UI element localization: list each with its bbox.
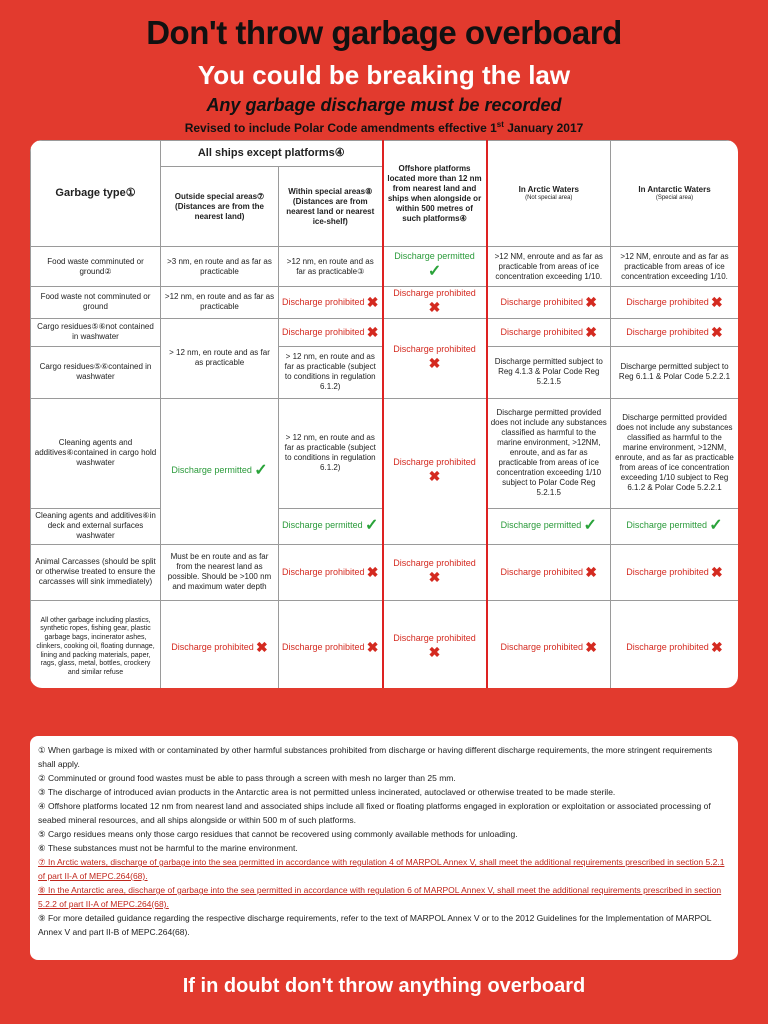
col-antarctic: [611, 141, 738, 247]
prohibited-label: Discharge prohibited: [282, 641, 365, 652]
cross-icon: ✖: [585, 563, 598, 580]
table-row: [31, 600, 739, 688]
permitted-label: Discharge permitted: [394, 250, 475, 261]
cross-icon: ✖: [428, 644, 441, 661]
footnote: ② Comminuted or ground food wastes must be able to pass through a screen with mesh no larger than 25 mm.: [38, 773, 456, 783]
cell-permitted: [161, 398, 279, 544]
prohibited-label: Discharge prohibited: [500, 296, 584, 307]
poster-subtitle: You could be breaking the law: [197, 60, 571, 90]
cell-prohibited: [279, 544, 383, 600]
cross-icon: ✖: [366, 293, 379, 310]
permitted-label: Discharge permitted: [282, 520, 363, 531]
col-antarctic-title: In Antarctic Waters: [638, 184, 711, 194]
prohibited-label: Discharge prohibited: [393, 343, 476, 354]
prohibited-label: Discharge prohibited: [500, 566, 584, 577]
revision-notice: [0, 120, 768, 135]
cell-value: > 12 nm, en route and as far as practicable: [161, 318, 279, 398]
permitted-label: Discharge permitted: [500, 520, 582, 531]
col-outside-special: Outside special areas⑦ (Distances are from the nearest land): [161, 167, 279, 247]
cell-prohibited: [161, 600, 279, 688]
cell-prohibited: [487, 600, 611, 688]
cell-value: >12 NM, enroute and as far as practicable from areas of ice concentration exceeding 1/10.: [487, 247, 611, 287]
cross-icon: ✖: [428, 299, 441, 316]
prohibited-label: Discharge prohibited: [282, 566, 365, 577]
prohibited-label: Discharge prohibited: [626, 296, 709, 307]
poster-title: Don't throw garbage overboard: [146, 14, 622, 51]
col-arctic-sub: (Not special area): [525, 194, 573, 201]
cross-icon: ✖: [585, 638, 598, 655]
cell-prohibited: [611, 287, 738, 319]
row-label: All other garbage including plastics, synthetic ropes, fishing gear, plastic garbage bags, incinerator ashes, clinkers, cooking oil, floating dunnage, lining and packing materials, paper, rags, glass, metal, bottles, crockery and similar refuse: [31, 600, 161, 688]
cell-prohibited: [611, 600, 738, 688]
prohibited-label: Discharge prohibited: [393, 456, 476, 467]
cell-permitted: [383, 247, 487, 287]
cell-value: Discharge permitted provided does not include any substances classified as harmful to the marine environment, >12NM, enroute, and as far as practicable from areas of ice concentration exceeding 1/10 subject to Reg 6.1.2 & Polar Code 5.2.2.1: [611, 398, 738, 508]
cell-prohibited: [279, 318, 383, 346]
col-arctic: [487, 141, 611, 247]
revision-suffix: January 2017: [503, 121, 584, 135]
cross-icon: ✖: [256, 638, 268, 655]
cell-permitted: [279, 508, 383, 544]
recorded-notice: Any garbage discharge must be recorded: [206, 95, 562, 115]
cell-prohibited: [279, 287, 383, 319]
cross-icon: ✖: [428, 355, 441, 372]
cross-icon: ✖: [366, 638, 379, 655]
cell-value: Must be en route and as far from the nearest land as possible. Should be >100 nm and maximum water depth: [161, 544, 279, 600]
cell-permitted: [487, 508, 611, 544]
prohibited-label: Discharge prohibited: [500, 641, 584, 652]
footnotes-panel: [30, 736, 738, 960]
cross-icon: ✖: [428, 468, 441, 485]
cross-icon: ✖: [366, 323, 379, 340]
revision-prefix: Revised to include Polar Code amendments effective 1: [184, 121, 497, 135]
cell-prohibited: [487, 544, 611, 600]
footnote-arctic: ⑦ In Arctic waters, discharge of garbage into the sea permitted in accordance with regulation 4 of MARPOL Annex V, shall meet the additional requirements prescribed in section 5.2.1 of part II-A of MEPC.264(68).: [38, 857, 725, 881]
cell-permitted: [611, 508, 738, 544]
permitted-label: Discharge permitted: [171, 465, 252, 476]
row-label: Cleaning agents and additives⑥in deck and external surfaces washwater: [31, 508, 161, 544]
cell-value: Discharge permitted subject to Reg 6.1.1 & Polar Code 5.2.2.1: [611, 346, 738, 398]
cell-prohibited: [487, 318, 611, 346]
check-icon: ✓: [583, 517, 597, 535]
cell-prohibited: [279, 600, 383, 688]
prohibited-label: Discharge prohibited: [500, 326, 584, 337]
discharge-table-panel: [30, 140, 738, 688]
cell-value: Discharge permitted provided does not include any substances classified as harmful to the marine environment, >12NM, enroute, and as far as practicable from areas of ice concentration exceeding 1/10 subject to Polar Code Reg 5.2.1.5: [487, 398, 611, 508]
cell-prohibited: [383, 544, 487, 600]
footnote-antarctic: ⑧ In the Antarctic area, discharge of garbage into the sea permitted in accordance with regulation 6 of MARPOL Annex V, shall meet the additional requirements prescribed in section 5.2.2 of part II-A of MEPC.264(68).: [38, 885, 722, 909]
col-within-special: Within special areas⑧ (Distances are from nearest land or nearest ice-shelf): [279, 167, 383, 247]
cell-prohibited: [487, 287, 611, 319]
col-garbage-type: Garbage type①: [31, 141, 161, 247]
cell-prohibited: [611, 318, 738, 346]
prohibited-label: Discharge prohibited: [393, 288, 476, 298]
footnote: ⑥ These substances must not be harmful to the marine environment.: [38, 843, 298, 853]
cross-icon: ✖: [585, 293, 598, 310]
check-icon: ✓: [427, 263, 442, 281]
cell-prohibited: [611, 544, 738, 600]
row-label: Cargo residues⑤⑥not contained in washwater: [31, 318, 161, 346]
footnote: ⑤ Cargo residues means only those cargo residues that cannot be recovered using commonly available methods for unloading.: [38, 829, 518, 839]
prohibited-label: Discharge prohibited: [393, 557, 476, 568]
col-antarctic-sub: (Special area): [655, 194, 694, 201]
footnote: ① When garbage is mixed with or contaminated by other harmful substances prohibited from discharge or having different discharge requirements, the more stringent requirements shall apply.: [38, 745, 713, 769]
footnote: ③ The discharge of introduced avian products in the Antarctic area is not permitted unless incinerated, autoclaved or otherwise treated to be made sterile.: [38, 787, 616, 797]
cell-prohibited: [383, 600, 487, 688]
row-label: Animal Carcasses (should be split or otherwise treated to ensure the carcasses will sink immediately): [31, 544, 161, 600]
row-label: Food waste comminuted or ground②: [31, 247, 161, 287]
col-offshore: Offshore platforms located more than 12 nm from nearest land and ships when alongside or within 500 metres of such platforms④: [383, 141, 487, 247]
check-icon: ✓: [364, 517, 379, 535]
discharge-table: [30, 140, 738, 688]
cross-icon: ✖: [711, 638, 723, 655]
cell-prohibited: [383, 287, 487, 319]
cross-icon: ✖: [366, 563, 379, 580]
cell-value: Discharge permitted subject to Reg 4.1.3 & Polar Code Reg 5.2.1.5: [487, 346, 611, 398]
prohibited-label: Discharge prohibited: [626, 641, 709, 652]
cell-prohibited: [383, 398, 487, 544]
cell-value: > 12 nm, en route and as far as practicable (subject to conditions in regulation 6.1.2): [279, 346, 383, 398]
table-row: [31, 318, 739, 346]
revision-sup: st: [496, 120, 504, 129]
table-row: [31, 247, 739, 287]
footnote: ⑨ For more detailed guidance regarding the respective discharge requirements, refer to the text of MARPOL Annex V or to the 2012 Guidelines for the Implementation of MARPOL Annex V and part II-B of MEPC.264(68).: [38, 913, 712, 937]
table-row: [31, 544, 739, 600]
cell-value: >12 nm, en route and as far as practicable: [161, 287, 279, 319]
check-icon: ✓: [709, 517, 723, 535]
row-label: Cleaning agents and additives⑥contained in cargo hold washwater: [31, 398, 161, 508]
table-row: [31, 398, 739, 508]
prohibited-label: Discharge prohibited: [626, 326, 709, 337]
prohibited-label: Discharge prohibited: [393, 632, 476, 643]
cell-value: >3 nm, en route and as far as practicable: [161, 247, 279, 287]
prohibited-label: Discharge prohibited: [171, 641, 254, 652]
prohibited-label: Discharge prohibited: [282, 296, 365, 307]
cross-icon: ✖: [428, 569, 441, 586]
permitted-label: Discharge permitted: [626, 520, 707, 531]
table-row: [31, 287, 739, 319]
cross-icon: ✖: [711, 293, 723, 310]
cell-value: >12 NM, enroute and as far as practicable from areas of ice concentration exceeding 1/10.: [611, 247, 738, 287]
cell-prohibited: [383, 318, 487, 398]
col-group-all-ships: All ships except platforms④: [161, 141, 383, 167]
col-arctic-title: In Arctic Waters: [518, 184, 579, 194]
cross-icon: ✖: [711, 323, 723, 340]
row-label: Food waste not comminuted or ground: [31, 287, 161, 319]
cross-icon: ✖: [585, 323, 598, 340]
cell-value: >12 nm, en route and as far as practicable③: [279, 247, 383, 287]
cross-icon: ✖: [711, 563, 723, 580]
footer-message: If in doubt don't throw anything overboard: [182, 975, 586, 997]
footnote: ④ Offshore platforms located 12 nm from nearest land and associated ships include all fixed or floating platforms engaged in exploration or exploitation or associated processing of seabed mineral resources, and all ships alongside or within 500 m of such platforms.: [38, 801, 711, 825]
check-icon: ✓: [254, 462, 268, 480]
prohibited-label: Discharge prohibited: [626, 566, 709, 577]
row-label: Cargo residues⑤⑥contained in washwater: [31, 346, 161, 398]
cell-value: > 12 nm, en route and as far as practicable (subject to conditions in regulation 6.1.2): [279, 398, 383, 508]
prohibited-label: Discharge prohibited: [282, 326, 365, 337]
